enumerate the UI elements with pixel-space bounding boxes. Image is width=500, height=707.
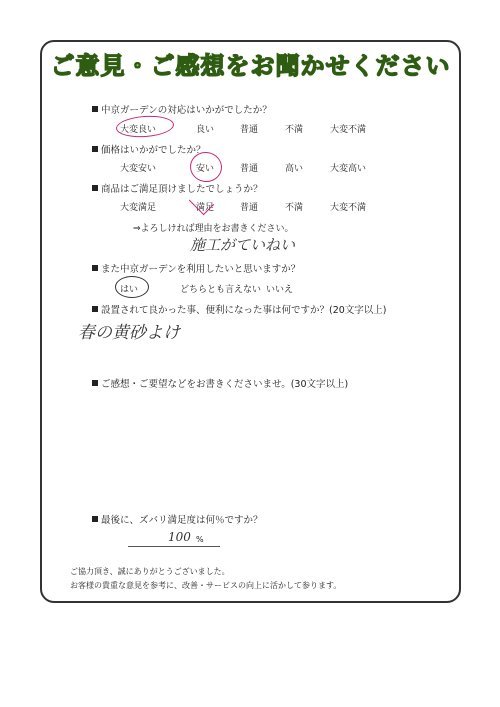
question-5-text: 設置されて良かった事、便利になった事は何ですか？(20文字以上) bbox=[101, 305, 387, 316]
q3-option-5[interactable]: 大変不満 bbox=[330, 203, 367, 213]
bullet-square-icon bbox=[92, 380, 98, 386]
bullet-square-icon bbox=[92, 306, 98, 312]
q2-option-2[interactable]: 安い bbox=[196, 164, 215, 174]
bullet-square-icon bbox=[92, 516, 98, 522]
handwritten-reason: 施工がていねい bbox=[190, 236, 296, 254]
question-4 bbox=[92, 261, 300, 275]
q2-option-3[interactable]: 普通 bbox=[240, 164, 259, 174]
footer-note: お客様の貴重な意見を参考に、改善・サービスの向上に活かして参ります。 bbox=[70, 581, 342, 590]
question-7-text: 最後に、ズバリ満足度は何％ですか？ bbox=[101, 515, 263, 526]
question-4-text: また中京ガーデンを利用したいと思いますか？ bbox=[101, 264, 301, 275]
q1-option-5[interactable]: 大変不満 bbox=[330, 125, 367, 135]
question-7 bbox=[92, 512, 263, 526]
q1-option-3[interactable]: 普通 bbox=[240, 125, 259, 135]
q3-option-3[interactable]: 普通 bbox=[240, 203, 259, 213]
question-2 bbox=[92, 142, 206, 156]
handwritten-good-point: 春の黄砂よけ bbox=[78, 323, 180, 343]
reason-prompt: ⇒よろしければ理由をお書きください。 bbox=[133, 224, 294, 234]
bullet-square-icon bbox=[92, 185, 98, 191]
q1-option-1[interactable]: 大変良い bbox=[120, 125, 157, 135]
question-3-text: 商品はご満足頂けましたでしょうか？ bbox=[101, 184, 263, 195]
q2-option-5[interactable]: 大変高い bbox=[330, 164, 367, 174]
question-6-text: ご感想・ご要望などをお書きくださいませ。(30文字以上) bbox=[101, 379, 349, 390]
q4-option-2[interactable]: どちらとも言えない bbox=[180, 285, 262, 295]
satisfaction-underline bbox=[128, 546, 220, 547]
bullet-square-icon bbox=[92, 106, 98, 112]
question-1 bbox=[92, 102, 272, 116]
handwritten-satisfaction: 100 bbox=[168, 530, 191, 544]
q3-option-1[interactable]: 大変満足 bbox=[120, 203, 157, 213]
question-3 bbox=[92, 181, 263, 195]
form-title: ご意見・ご感想をお聞かせください bbox=[50, 52, 451, 80]
question-5 bbox=[92, 302, 387, 316]
q3-option-2[interactable]: 満足 bbox=[196, 203, 215, 213]
question-6 bbox=[92, 376, 348, 390]
footer-thanks: ご協力頂き、誠にありがとうございました。 bbox=[70, 567, 230, 576]
percent-unit: % bbox=[196, 535, 204, 544]
q4-option-3[interactable]: いいえ bbox=[266, 285, 294, 295]
q4-selection-circle bbox=[115, 276, 149, 298]
q1-option-2[interactable]: 良い bbox=[196, 125, 215, 135]
q2-option-4[interactable]: 高い bbox=[285, 164, 304, 174]
q4-option-1[interactable]: はい bbox=[120, 285, 139, 295]
q3-option-4[interactable]: 不満 bbox=[285, 203, 304, 213]
q2-option-1[interactable]: 大変安い bbox=[120, 164, 157, 174]
question-2-text: 価格はいかがでしたか？ bbox=[101, 145, 206, 156]
bullet-square-icon bbox=[92, 146, 98, 152]
bullet-square-icon bbox=[92, 265, 98, 271]
question-1-text: 中京ガーデンの対応はいかがでしたか？ bbox=[101, 105, 272, 116]
q1-option-4[interactable]: 不満 bbox=[285, 125, 304, 135]
